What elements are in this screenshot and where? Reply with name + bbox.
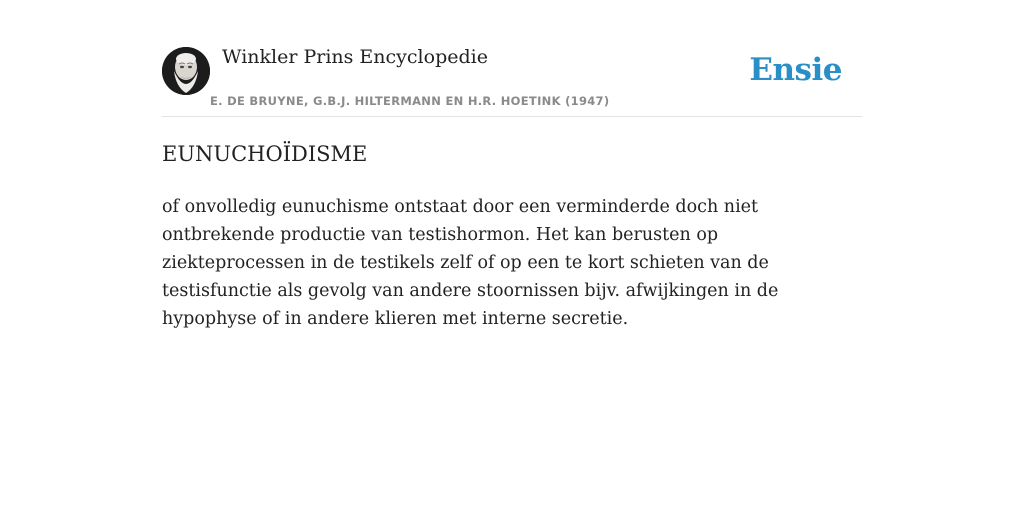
entry-body: of onvolledig eunuchisme ontstaat door een verminderde doch niet ontbrekende productie van testishormon. Het kan berusten op ziekteprocessen in de testikels zelf of op een te kort schieten van de testisfunctie als gevolg van andere stoornissen bijv. afwijkingen in de hypophyse of in andere klieren met interne secretie. [162, 197, 779, 329]
ensie-logo-link[interactable]: Ensie [749, 52, 842, 88]
entry-title: EUNUCHOÏDISME [162, 142, 368, 166]
author-byline: E. DE BRUYNE, G.B.J. HILTERMANN EN H.R. HOETINK (1947) [210, 94, 610, 108]
site-header [162, 0, 862, 117]
site-title[interactable]: Winkler Prins Encyclopedie [222, 46, 488, 68]
page-container [162, 0, 862, 329]
portrait-avatar-icon[interactable] [162, 47, 210, 95]
